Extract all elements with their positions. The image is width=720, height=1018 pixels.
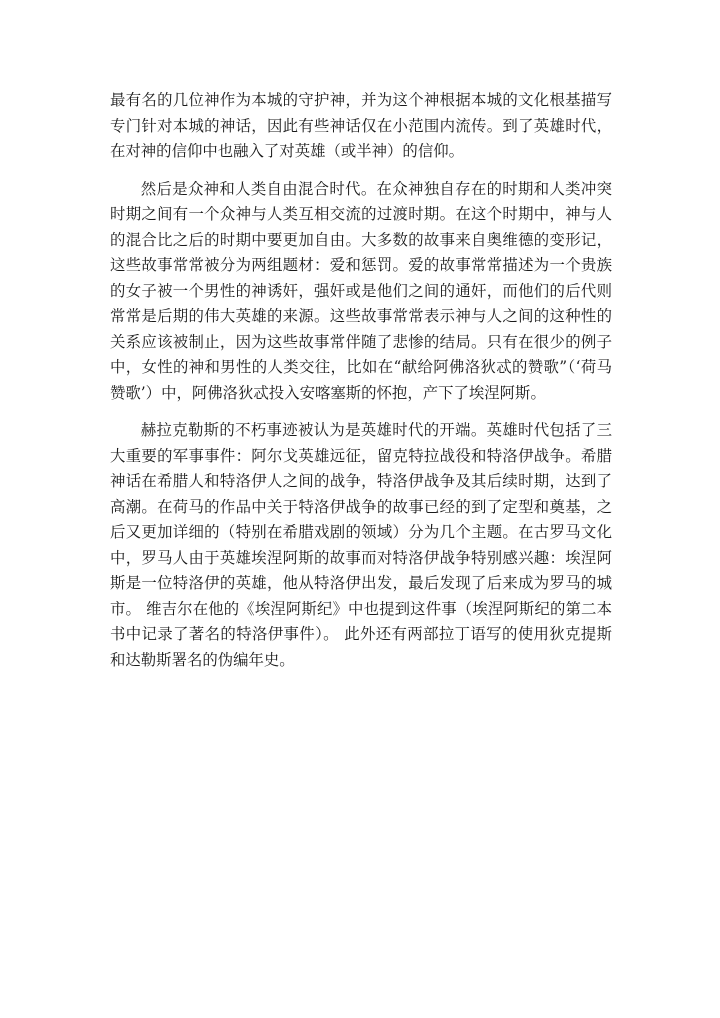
body-text	[110, 88, 612, 685]
paragraph-1: 最有名的几位神作为本城的守护神，并为这个神根据本城的文化根基描写专门针对本城的神话，因此有些神话仅在小范围内流传。到了英雄时代，在对神的信仰中也融入了对英雄（或半神）的信仰。	[110, 91, 612, 160]
paragraph-3: 赫拉克勒斯的不朽事迹被认为是英雄时代的开端。英雄时代包括了三大重要的军事事件：阿尔戈英雄远征，留克特拉战役和特洛伊战争。希腊神话在希腊人和特洛伊人之间的战争，特洛伊战争及其后续时期，达到了高潮。在荷马的作品中关于特洛伊战争的故事已经的到了定型和奠基，之后又更加详细的（特别在希腊戏剧的领域）分为几个主题。在古罗马文化中，罗马人由于英雄埃涅阿斯的故事而对特洛伊战争特别感兴趣：埃涅阿斯是一位特洛伊的英雄，他从特洛伊出发，最后发现了后来成为罗马的城市。 维吉尔在他的《埃涅阿斯纪》中也提到这件事（埃涅阿斯纪的第二本书中记录了著名的特洛伊事件）。 此外还有两部拉丁语写的使用狄克提斯和达勒斯署名的伪编年史。	[110, 421, 612, 669]
paragraph-2: 然后是众神和人类自由混合时代。在众神独自存在的时期和人类冲突时期之间有一个众神与人类互相交流的过渡时期。在这个时期中，神与人的混合比之后的时期中要更加自由。大多数的故事来自奥维德的变形记，这些故事常常被分为两组题材：爱和惩罚。爱的故事常常描述为一个贵族的女子被一个男性的神诱奸，强奸或是他们之间的通奸，而他们的后代则常常是后期的伟大英雄的来源。这些故事常常表示神与人之间的这种性的关系应该被制止，因为这些故事常伴随了悲惨的结局。只有在很少的例子中，女性的神和男性的人类交往，比如在“献给阿佛洛狄忒的赞歌”（‘荷马赞歌’）中，阿佛洛狄忒投入安喀塞斯的怀抱，产下了埃涅阿斯。	[110, 179, 612, 402]
